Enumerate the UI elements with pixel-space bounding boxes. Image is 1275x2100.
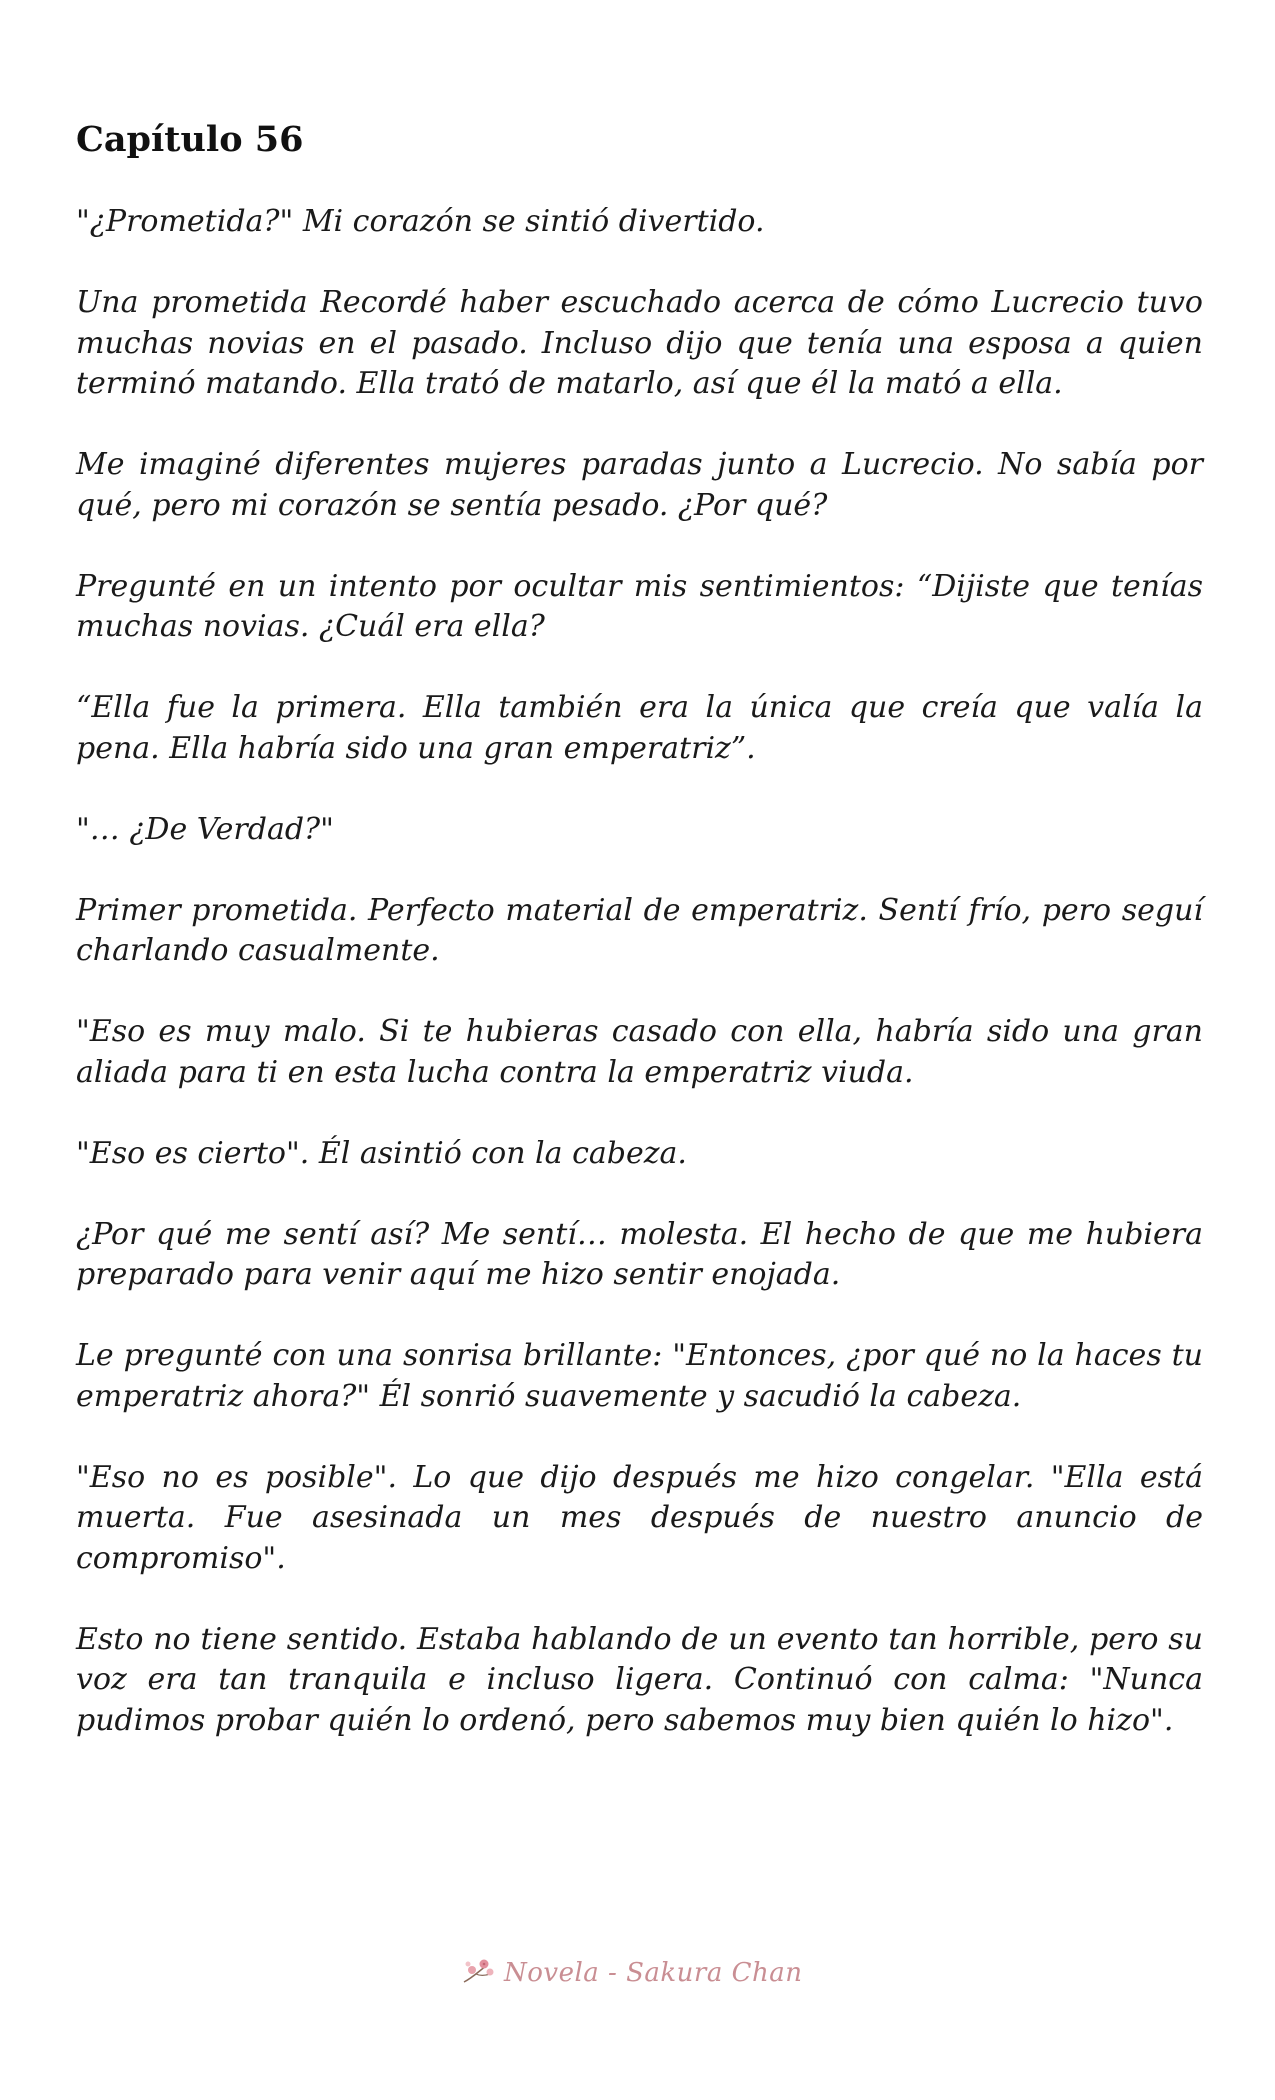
cherry-blossom-icon	[462, 1958, 498, 1988]
paragraph: "Eso no es posible". Lo que dijo después me hizo congelar. "Ella está muerta. Fue asesinada un mes después de nuestro anuncio de compromiso".	[76, 1459, 1203, 1576]
paragraph: "Eso es cierto". Él asintió con la cabeza.	[76, 1135, 687, 1171]
paragraph: Le pregunté con una sonrisa brillante: "Entonces, ¿por qué no la haces tu emperatriz ahora?" Él sonrió suavemente y sacudió la cabeza.	[76, 1338, 1203, 1414]
paragraph: Esto no tiene sentido. Estaba hablando de un evento tan horrible, pero su voz era tan tranquila e incluso ligera. Continuó con calma: "Nunca pudimos probar quién lo ordenó, pero sabemos muy bien quién lo hizo".	[76, 1621, 1203, 1738]
paragraph: Primer prometida. Perfecto material de emperatriz. Sentí frío, pero seguí charlando casualmente.	[76, 892, 1203, 968]
chapter-title: Capítulo 56	[76, 119, 304, 160]
watermark-text: Novela - Sakura Chan	[504, 1958, 803, 1988]
paragraph: "¿Prometida?" Mi corazón se sintió divertido.	[76, 204, 765, 239]
paragraph: ¿Por qué me sentí así? Me sentí… molesta. El hecho de que me hubiera preparado para venir aquí me hizo sentir enojada.	[76, 1216, 1203, 1292]
paragraph: Una prometida Recordé haber escuchado acerca de cómo Lucrecio tuvo muchas novias en el pasado. Incluso dijo que tenía una esposa a quien terminó matando. Ella trató de matarlo, así que él la mató a ella.	[76, 285, 1203, 401]
watermark	[462, 1958, 803, 1988]
paragraph: “Ella fue la primera. Ella también era la única que creía que valía la pena. Ella habría sido una gran emperatriz”.	[76, 690, 1203, 766]
paragraph: Me imaginé diferentes mujeres paradas junto a Lucrecio. No sabía por qué, pero mi corazón se sentía pesado. ¿Por qué?	[76, 447, 1203, 523]
paragraph: "Eso es muy malo. Si te hubieras casado con ella, habría sido una gran aliada para ti en esta lucha contra la emperatriz viuda.	[76, 1014, 1203, 1090]
chapter-page	[76, 118, 1203, 1782]
paragraph: "… ¿De Verdad?"	[76, 811, 334, 847]
paragraph: Pregunté en un intento por ocultar mis sentimientos: “Dijiste que tenías muchas novias. ¿Cuál era ella?	[76, 568, 1203, 644]
